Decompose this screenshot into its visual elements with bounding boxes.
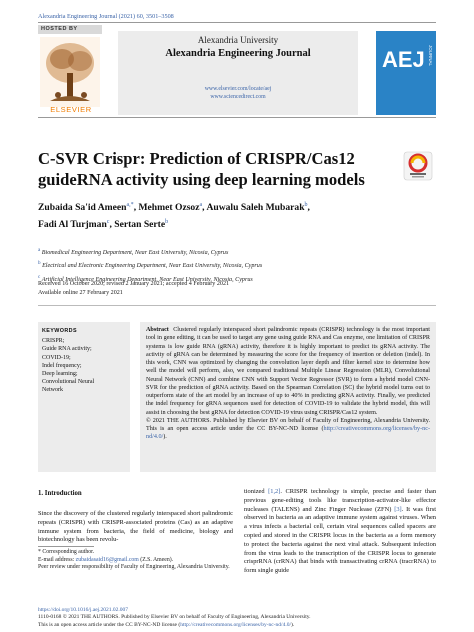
- journal-links: [118, 85, 358, 101]
- author-sep: ,: [307, 202, 310, 214]
- authors-line-1: [38, 198, 438, 215]
- email-note: E-mail address: zubaidasaid16@gmail.com (Z.S. Ameen).: [38, 556, 174, 563]
- author-mark[interactable]: a: [199, 202, 203, 208]
- authors: [38, 198, 438, 232]
- affiliations: [38, 245, 438, 285]
- affiliation-item: $^a$ Biomedical Engineering Department, Near East University, Nicosia, Cyprus: [38, 247, 229, 257]
- section-heading-introduction: 1. Introduction: [38, 490, 82, 497]
- article-title: [38, 148, 378, 190]
- elsevier-tree-logo: [40, 37, 100, 107]
- author-name[interactable]: Fadi Al Turjman: [38, 219, 107, 231]
- abstract-body: Clustered regularly interspaced short palindromic repeats (CRISPR) technology is the most important tool in gene editing, it can be used to target any gene using guide RNA and Cas enzyme, one limitation of CRISPR systems is low guide RNA (gRNA) activity, therefore it is highly important to predict its gRNA activity. The activity of gRNA can be determined by measuring the score for the frequency of insertion or deletion (indel). In this work, CNN was optimized by changing the convolution layer depth and filter kernel size to determine how well the model will perform, also, we compared traditional Multiple Linear Regression (MLR), Convolutional Neural Network (CNN) and combine CNN with Support Vector Regressor (SVR) to form a hybrid model CNN-SVR for the prediction of gRNA activity. Based on the Spearman Correlation (SC) the hybrid model turns out to outperform state of the art model by an increase of up to 40% in predicting gRNA activity. Finally, we predicted the indel frequency for gRNA sequences used for detection of COVID-19 to validate the hybrid model, this will assist in choosing the best gRNA for detection COVID-19 virus using CRISPR/Cas12 system.: [146, 327, 430, 416]
- title-line-1: C-SVR Crispr: Prediction of CRISPR/Cas12: [38, 149, 355, 168]
- keywords-heading: KEYWORDS: [42, 328, 77, 334]
- author-mark[interactable]: c: [106, 219, 110, 226]
- author-mark[interactable]: a,*: [126, 202, 134, 208]
- citation-link[interactable]: [3]: [394, 505, 402, 513]
- abstract-license-link[interactable]: http://creativecommons.org/licenses/by-nc-nd/4.0/: [146, 426, 430, 441]
- footnotes: [38, 549, 236, 572]
- keyword-item: Network: [42, 387, 63, 394]
- university-name: Alexandria University: [197, 35, 279, 45]
- author-name[interactable]: , Mehmet Ozsoz: [133, 202, 200, 214]
- author-name[interactable]: Zubaida Sa'id Ameen: [38, 202, 127, 214]
- article-dates: [38, 280, 438, 299]
- history-dates: Received 16 October 2020; revised 2 January 2021; accepted 4 February 2021: [38, 281, 230, 287]
- divider: [38, 305, 436, 306]
- keywords-box: [38, 322, 130, 472]
- keyword-item: Guide RNA activity;: [42, 346, 92, 353]
- abstract-box: [140, 322, 436, 472]
- corresponding-note: * Corresponding author.: [38, 549, 95, 555]
- keyword-item: Deep learning;: [42, 371, 78, 378]
- doi-link[interactable]: https://doi.org/10.1016/j.aej.2021.02.007: [38, 607, 129, 613]
- keyword-item: Convolutional Neural: [42, 379, 95, 386]
- journal-header-center: [118, 31, 358, 115]
- author-name[interactable]: , Auwalu Saleh Mubarak: [202, 202, 305, 214]
- author-mark[interactable]: b: [165, 219, 169, 226]
- abstract-copyright: © 2021 THE AUTHORS. Published by Elsevier BV on behalf of Faculty of Engineering, Alexandria University. This is an open access article under the CC BY-NC-ND license (: [146, 417, 430, 432]
- peer-review-note: Peer review under responsibility of Faculty of Engineering, Alexandria University.: [38, 564, 230, 571]
- journal-link-sciencedirect[interactable]: www.sciencedirect.com: [210, 94, 266, 100]
- keyword-item: COVID-19;: [42, 354, 71, 361]
- hosted-by-label: HOSTED BY: [38, 25, 102, 34]
- publisher-name: ELSEVIER: [50, 105, 92, 114]
- affiliation-item: $^c$ Artificial Intelligence Engineering Department, Near East University, Nicosia, Cyprus: [38, 273, 253, 283]
- license-line: This is an open access article under the CC BY-NC-ND license (http://creativecommons.org/licenses/by-nc-nd/4.0/).: [38, 621, 295, 628]
- check-for-updates-icon[interactable]: [402, 150, 434, 182]
- abstract-label: Abstract: [146, 327, 169, 333]
- running-head: Alexandria Engineering Journal (2021) 60, 3501–3508: [38, 13, 174, 20]
- online-date: Available online 27 February 2021: [38, 290, 123, 297]
- journal-cover: [376, 31, 436, 115]
- license-link[interactable]: http://creativecommons.org/licenses/by-nc-nd/4.0/: [180, 621, 291, 628]
- intro-paragraph: Since the discovery of the clustered regularly interspaced short palindromic repeats (CRISPR) with CRISPR-associated proteins (Cas) as an adaptive immune system from bacteria, the field of medicine, biology and biotechnology has been revolu-: [38, 510, 233, 544]
- title-line-2: guideRNA activity using deep learning models: [38, 170, 365, 189]
- keyword-item: CRISPR;: [42, 338, 65, 345]
- author-mark[interactable]: b: [304, 202, 308, 208]
- journal-link-elsevier[interactable]: www.elsevier.com/locate/aej: [204, 86, 272, 92]
- email-link[interactable]: zubaidasaid16@gmail.com: [75, 556, 139, 563]
- keyword-item: Indel frequency;: [42, 362, 82, 369]
- journal-banner: [38, 22, 436, 118]
- journal-title: Alexandria Engineering Journal: [165, 48, 311, 59]
- bottom-matter: [38, 607, 438, 629]
- affiliation-item: $^b$ Electrical and Electronic Engineering Department, Near East University, Nicosia, Cyprus: [38, 260, 263, 270]
- author-name[interactable]: , Sertan Serte: [109, 219, 166, 231]
- footnote-divider: [38, 546, 94, 547]
- cover-label: JOURNAL: [428, 45, 433, 67]
- abstract-close: ).: [163, 434, 167, 441]
- authors-line-2: [38, 215, 438, 232]
- citation-link[interactable]: [1,2]: [268, 488, 281, 495]
- right-column-paragraph: tionized [1,2]. CRISPR technology is simple, precise and faster than previous gene-editing tools like transcription-activator-like effector nucleases (TALENS) and Zinc Finger Nuclease (ZFN) [3]. It was first observed in bacteria as an adaptive immune system against viruses. When a virus infects a bacterial cell, certain viral sequences called spacers are copied and stored in the CRISPR locus in the bacteria as a form memory to protect the bacteria against the next viral attack. Subsequent infection from the virus leads to the transcription of the CRISPR locus to generate crisprRNA (crRNA) that binds with transactivating crRNA (tracrRNA) to form single guide: [244, 488, 437, 575]
- issn-line: 1110-0168 © 2021 THE AUTHORS. Published by Elsevier BV on behalf of Faculty of Engineering, Alexandria University.: [38, 614, 311, 621]
- cover-abbrev: AEJ: [382, 47, 425, 72]
